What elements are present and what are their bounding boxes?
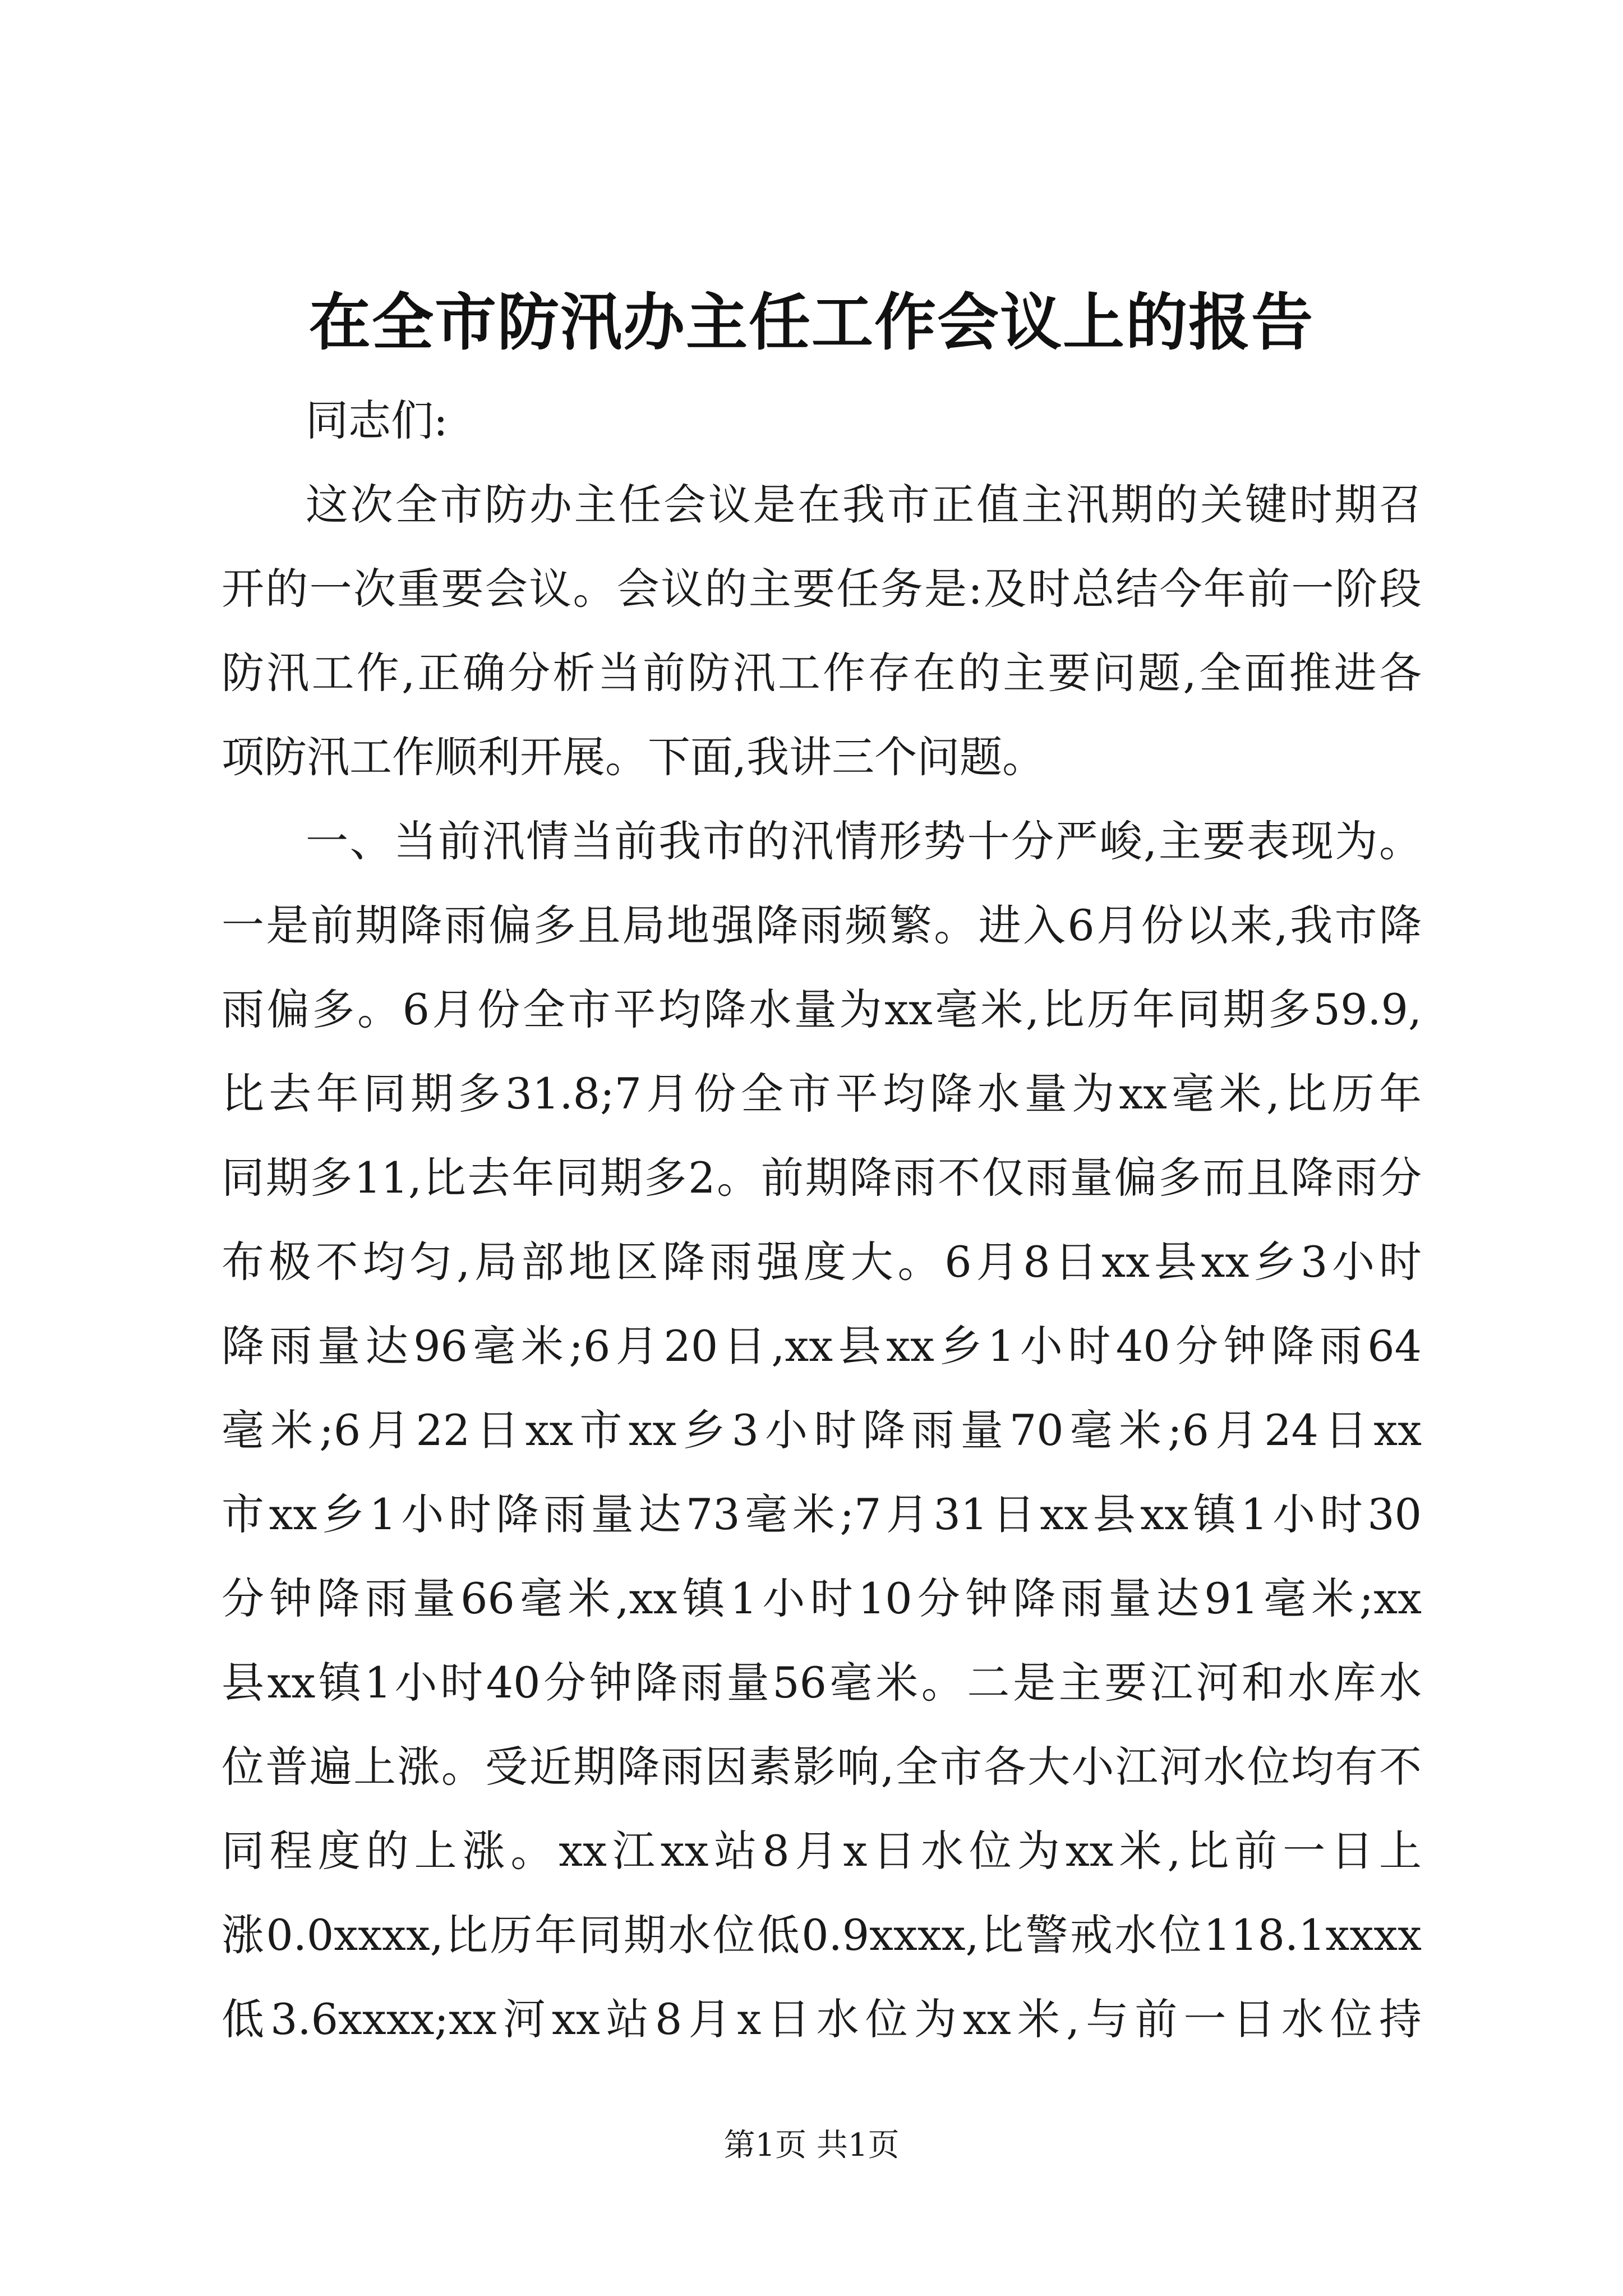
body-line: 涨0.0xxxx,比历年同期水位低0.9xxxx,比警戒水位118.1xxxx bbox=[222, 1910, 1422, 1960]
body-line: 比去年同期多31.8;7月份全市平均降水量为xx毫米,比历年 bbox=[222, 1069, 1422, 1119]
body-line: 位普遍上涨。受近期降雨因素影响,全市各大小江河水位均有不 bbox=[222, 1742, 1422, 1792]
body-line: 同期多11,比去年同期多2。前期降雨不仅雨量偏多而且降雨分 bbox=[222, 1153, 1422, 1203]
page-number-footer: 第1页 共1页 bbox=[723, 2127, 900, 2164]
body-line: 市xx乡1小时降雨量达73毫米;7月31日xx县xx镇1小时30 bbox=[222, 1489, 1422, 1539]
body-line: 雨偏多。6月份全市平均降水量为xx毫米,比历年同期多59.9, bbox=[222, 984, 1422, 1034]
body-line: 一、当前汛情当前我市的汛情形势十分严峻,主要表现为。 bbox=[306, 816, 1422, 866]
body-line: 防汛工作,正确分析当前防汛工作存在的主要问题,全面推进各 bbox=[222, 648, 1422, 698]
body-line: 毫米;6月22日xx市xx乡3小时降雨量70毫米;6月24日xx bbox=[222, 1405, 1422, 1455]
body-line: 县xx镇1小时40分钟降雨量56毫米。二是主要江河和水库水 bbox=[222, 1658, 1422, 1708]
body-line: 分钟降雨量66毫米,xx镇1小时10分钟降雨量达91毫米;xx bbox=[222, 1573, 1422, 1623]
body-line: 项防汛工作顺利开展。下面,我讲三个问题。 bbox=[222, 732, 1045, 782]
body-line: 同程度的上涨。xx江xx站8月x日水位为xx米,比前一日上 bbox=[222, 1826, 1422, 1876]
body-line: 这次全市防办主任会议是在我市正值主汛期的关键时期召 bbox=[306, 480, 1422, 530]
salutation-line: 同志们: bbox=[306, 395, 448, 445]
document-title: 在全市防汛办主任工作会议上的报告 bbox=[309, 286, 1314, 358]
body-line: 降雨量达96毫米;6月20日,xx县xx乡1小时40分钟降雨64 bbox=[222, 1321, 1422, 1371]
body-line: 布极不均匀,局部地区降雨强度大。6月8日xx县xx乡3小时 bbox=[222, 1237, 1422, 1287]
body-line: 低3.6xxxx;xx河xx站8月x日水位为xx米,与前一日水位持 bbox=[222, 1994, 1422, 2044]
body-line: 一是前期降雨偏多且局地强降雨频繁。进入6月份以来,我市降 bbox=[222, 900, 1422, 950]
body-line: 开的一次重要会议。会议的主要任务是:及时总结今年前一阶段 bbox=[222, 564, 1422, 614]
